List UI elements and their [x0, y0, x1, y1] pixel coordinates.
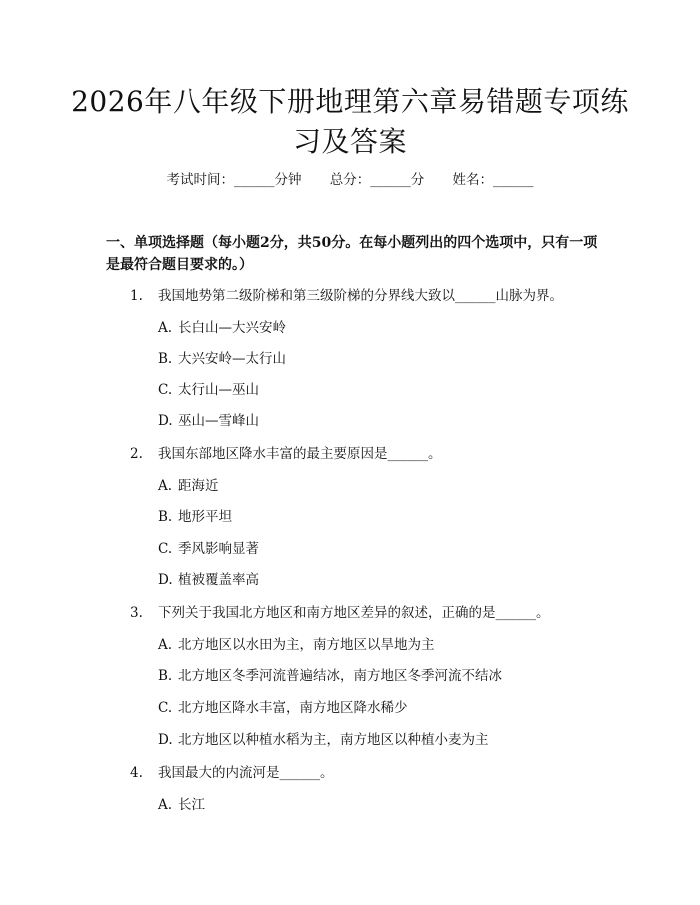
option-label: A. [158, 797, 173, 813]
question-number: 3. [130, 605, 143, 621]
question-text: 下列关于我国北方地区和南方地区差异的叙述，正确的是______。 [158, 605, 550, 621]
option-1c [158, 378, 259, 398]
option-label: A. [158, 478, 173, 494]
option-text: 长白山—大兴安岭 [178, 320, 286, 336]
option-text: 北方地区以种植水稻为主，南方地区以种植小麦为主 [178, 732, 489, 748]
option-text: 植被覆盖率高 [178, 572, 259, 588]
option-2a [158, 474, 219, 494]
option-text: 北方地区冬季河流普遍结冰，南方地区冬季河流不结冰 [178, 668, 502, 684]
option-4a [158, 793, 205, 813]
option-3d [158, 728, 489, 748]
question-text: 我国地势第二级阶梯和第三级阶梯的分界线大致以______山脉为界。 [158, 288, 563, 304]
option-text: 北方地区降水丰富，南方地区降水稀少 [178, 700, 408, 716]
exam-score: 总分：______分 [329, 172, 425, 188]
exam-name: 姓名：______ [452, 172, 534, 188]
option-text: 地形平坦 [178, 509, 232, 525]
option-text: 长江 [178, 797, 205, 813]
option-text: 太行山—巫山 [178, 382, 259, 398]
option-label: A. [158, 320, 173, 336]
question-text: 我国最大的内流河是______。 [158, 765, 334, 781]
question-3 [130, 601, 550, 621]
question-number: 1. [130, 288, 143, 304]
option-label: B. [158, 509, 173, 525]
question-4 [130, 761, 334, 781]
question-1 [130, 284, 563, 304]
option-label: A. [158, 637, 173, 653]
option-text: 大兴安岭—太行山 [178, 351, 286, 367]
title-line-2: 习及答案 [292, 125, 407, 158]
exam-info [0, 168, 700, 188]
option-text: 季风影响显著 [178, 541, 259, 557]
section-heading: 一、单项选择题（每小题2分，共50分。在每小题列出的四个选项中，只有一项是最符合题目要求的。） [106, 235, 598, 273]
option-label: D. [158, 572, 173, 588]
option-label: C. [158, 382, 173, 398]
option-text: 距海近 [178, 478, 219, 494]
option-1a [158, 316, 286, 336]
question-number: 2. [130, 446, 143, 462]
option-1d [158, 409, 259, 429]
option-label: D. [158, 732, 173, 748]
option-3c [158, 696, 408, 716]
option-3a [158, 633, 435, 653]
option-label: D. [158, 413, 173, 429]
title-line-1: 2026年八年级下册地理第六章易错题专项练 [71, 85, 629, 118]
option-2b [158, 505, 232, 525]
question-text: 我国东部地区降水丰富的最主要原因是______。 [158, 446, 442, 462]
question-2 [130, 442, 442, 462]
option-label: C. [158, 541, 173, 557]
question-number: 4. [130, 765, 143, 781]
option-2d [158, 568, 259, 588]
option-label: C. [158, 700, 173, 716]
option-3b [158, 664, 502, 684]
option-1b [158, 347, 286, 367]
document-title [60, 82, 640, 162]
exam-time: 考试时间：______分钟 [166, 172, 302, 188]
option-2c [158, 537, 259, 557]
option-text: 巫山—雪峰山 [178, 413, 259, 429]
option-label: B. [158, 351, 173, 367]
option-text: 北方地区以水田为主，南方地区以旱地为主 [178, 637, 435, 653]
option-label: B. [158, 668, 173, 684]
